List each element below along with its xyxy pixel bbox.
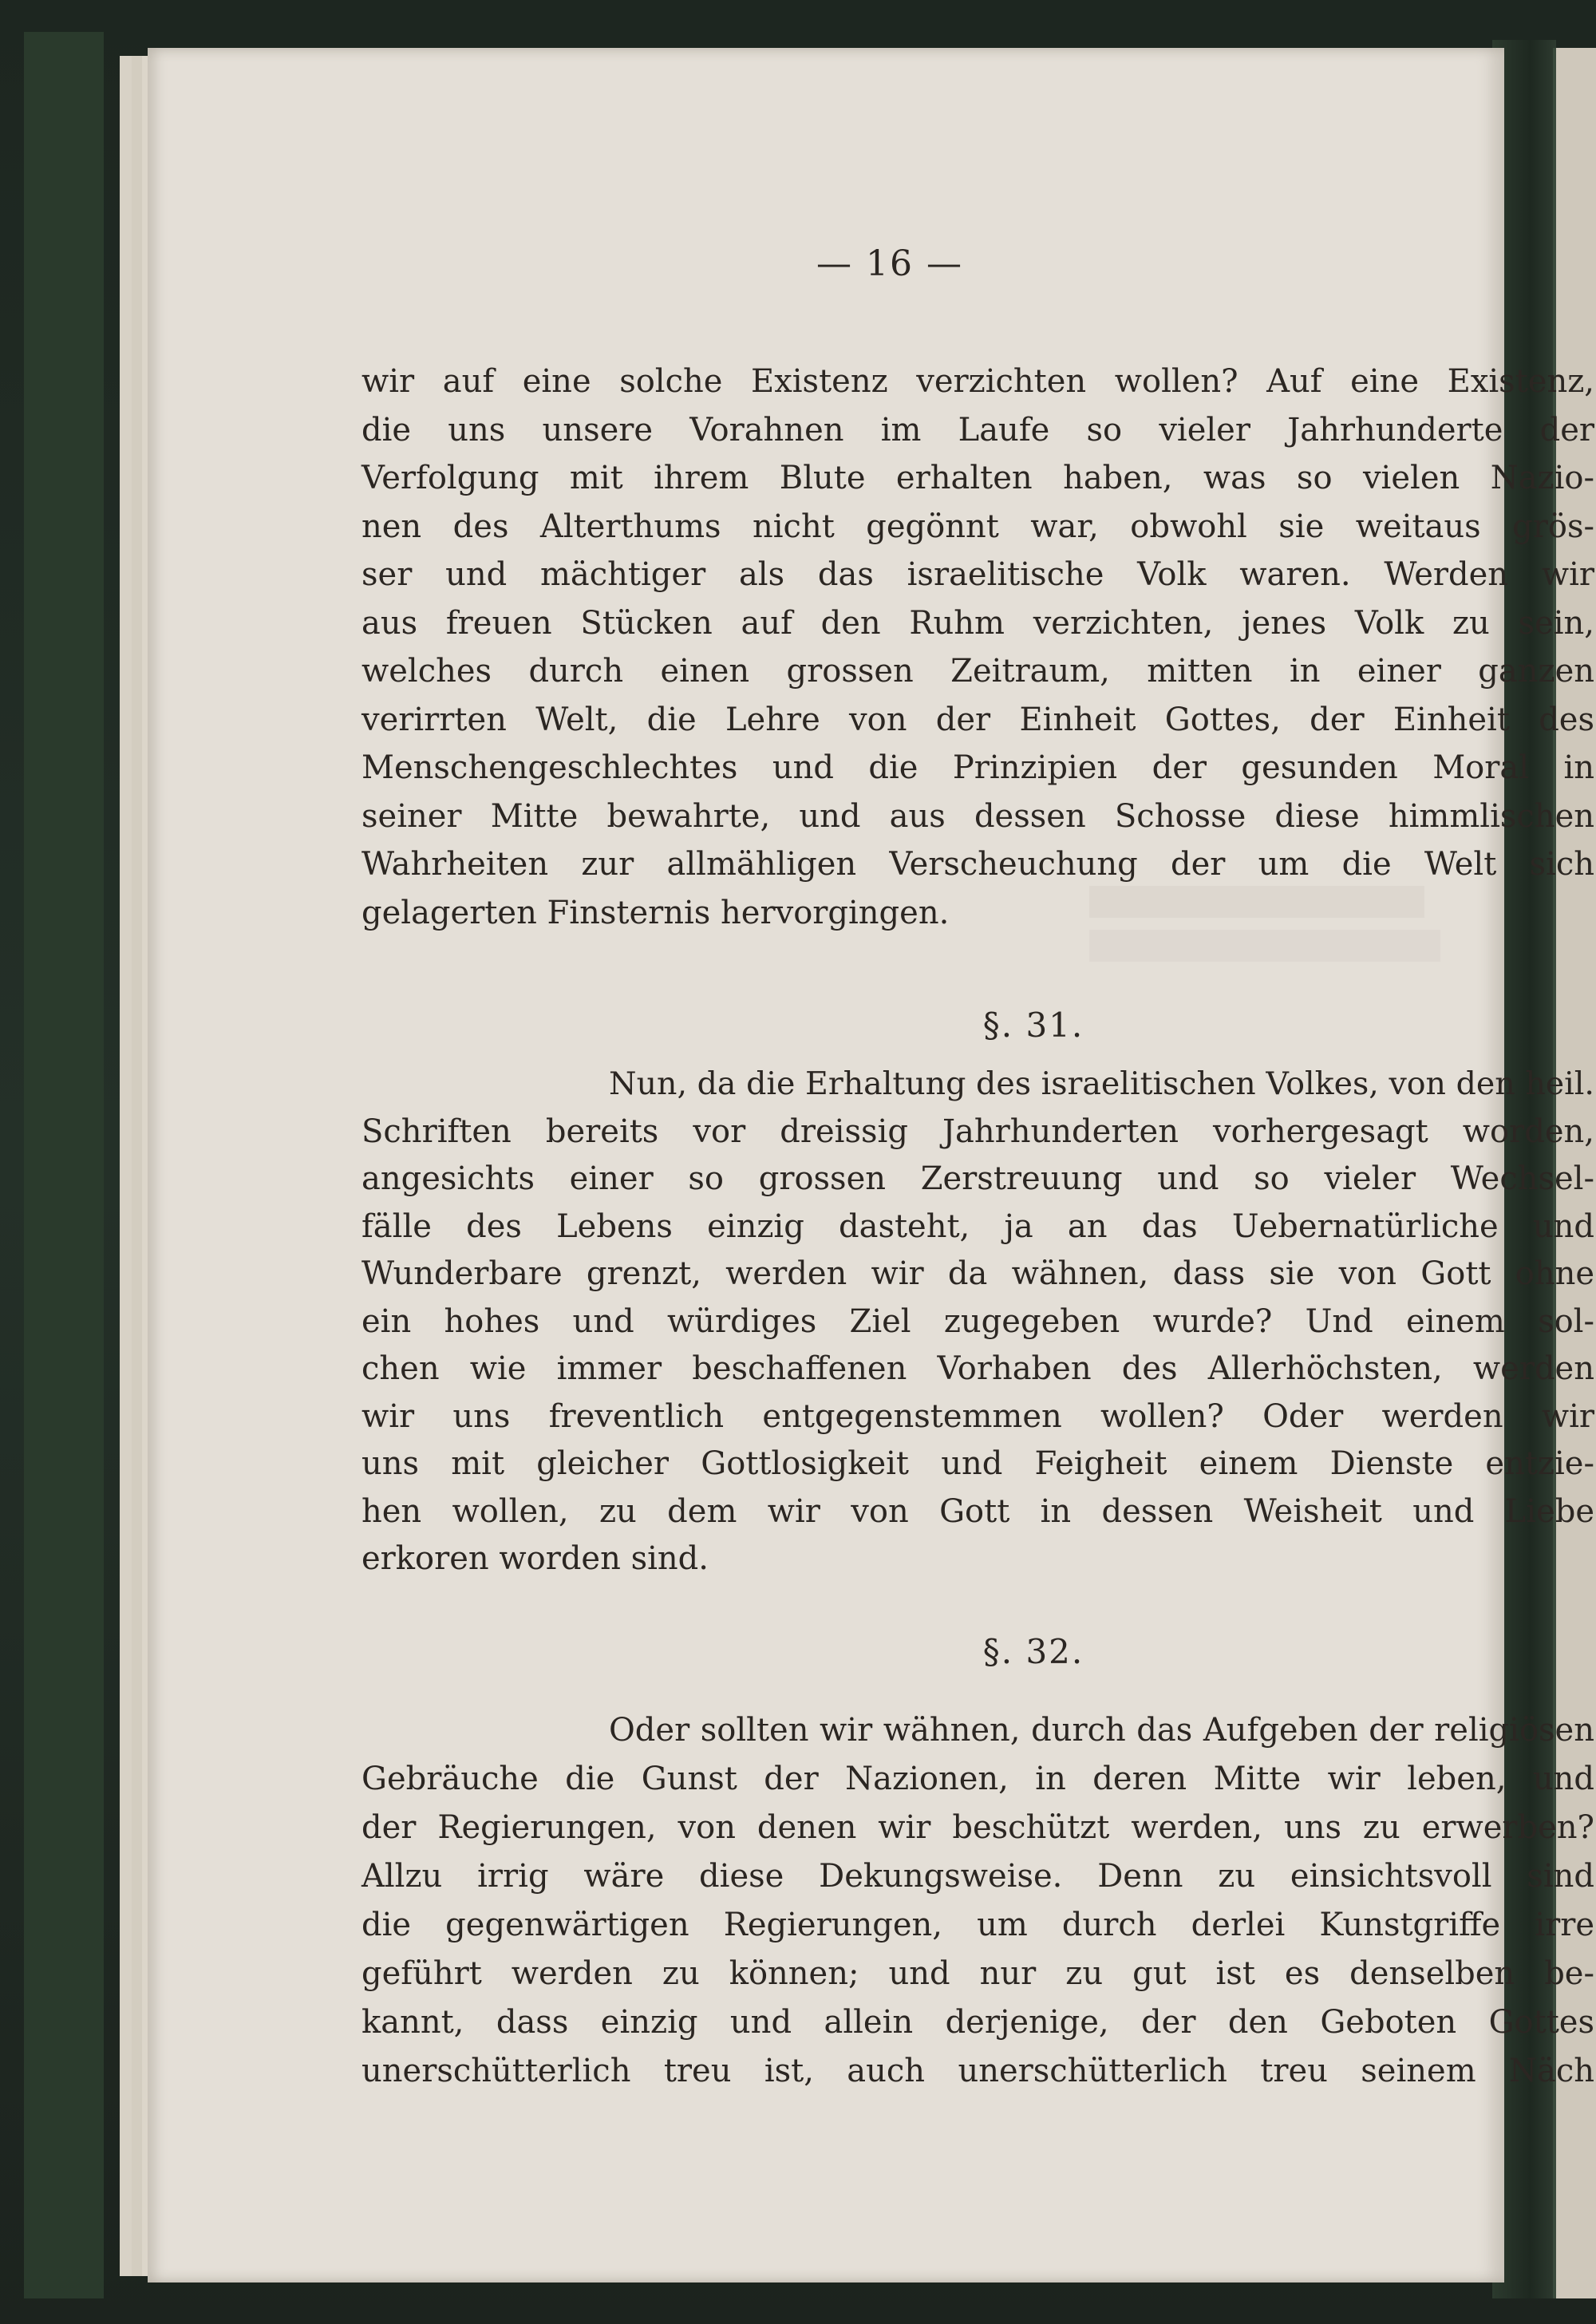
text-line: aus freuen Stücken auf den Ruhm verzichten, jenes Volk zu sein, [361, 604, 1594, 642]
book-cover-edge [24, 32, 104, 2298]
text-line: verirrten Welt, die Lehre von der Einheit Gottes, der Einheit des [361, 701, 1594, 738]
text-line: chen wie immer beschaffenen Vorhaben des Allerhöchsten, werden [361, 1350, 1594, 1387]
section-heading-32: §. 32. [982, 1632, 1084, 1671]
text-line: Gebräuche die Gunst der Nazionen, in deren Mitte wir leben, und [361, 1761, 1594, 1797]
text-line: kannt, dass einzig und allein derjenige, der den Geboten Gottes [361, 2004, 1594, 2041]
text-line: hen wollen, zu dem wir von Gott in dessen Weisheit und Liebe [361, 1492, 1594, 1530]
text-line: der Regierungen, von denen wir beschützt werden, uns zu erwerben? [361, 1809, 1594, 1846]
text-line: welches durch einen grossen Zeitraum, mitten in einer ganzen [361, 653, 1594, 690]
text-line: wir auf eine solche Existenz verzichten wollen? Auf eine Existenz, [361, 363, 1594, 400]
book-page [148, 48, 1594, 2282]
paragraph-3 [361, 1712, 1594, 2101]
text-line: Allzu irrig wäre diese Dekungsweise. Denn zu einsichtsvoll sind [361, 1858, 1594, 1895]
text-line: Menschengeschlechtes und die Prinzipien der gesunden Moral in [361, 749, 1594, 786]
text-line: fälle des Lebens einzig dasteht, ja an das Uebernatürliche und [361, 1207, 1594, 1245]
text-line: Verfolgung mit ihrem Blute erhalten haben, was so vielen Nazio- [361, 460, 1594, 496]
text-line: Schriften bereits vor dreissig Jahrhunderten vorhergesagt worden, [361, 1113, 1594, 1150]
text-line: Wahrheiten zur allmähligen Verscheuchung der um die Welt sich [361, 846, 1594, 883]
text-line: nen des Alterthums nicht gegönnt war, obwohl sie weitaus grös- [361, 508, 1594, 545]
text-line: angesichts einer so grossen Zerstreuung und so vieler Wechsel- [361, 1160, 1594, 1197]
page-number: — 16 — [816, 243, 963, 284]
text-line: erkoren worden sind. [361, 1540, 709, 1577]
text-line: Nun, da die Erhaltung des israelitischen Volkes, von den heil. [609, 1065, 1594, 1102]
text-line: wir uns freventlich entgegenstemmen wollen? Oder werden wir [361, 1397, 1594, 1435]
text-line: ser und mächtiger als das israelitische Volk waren. Werden wir [361, 556, 1594, 593]
text-line: uns mit gleicher Gottlosigkeit und Feigheit einem Dienste entzie- [361, 1445, 1594, 1482]
paragraph-2 [361, 1065, 1594, 1588]
text-line: unerschütterlich treu ist, auch unerschütterlich treu seinem Näch [361, 2053, 1594, 2089]
text-line: Wunderbare grenzt, werden wir da wähnen, dass sie von Gott ohne [361, 1255, 1594, 1292]
text-line: die gegenwärtigen Regierungen, um durch derlei Kunstgriffe irre [361, 1907, 1594, 1943]
text-line: Oder sollten wir wähnen, durch das Aufgeben der religiösen [609, 1712, 1594, 1749]
text-line: geführt werden zu können; und nur zu gut ist es denselben be- [361, 1955, 1594, 1992]
text-line: gelagerten Finsternis hervorgingen. [361, 894, 950, 931]
paragraph-1 [361, 363, 1594, 943]
section-heading-31: §. 31. [982, 1006, 1084, 1045]
text-line: die uns unsere Vorahnen im Laufe so vieler Jahrhunderte der [361, 411, 1594, 449]
text-line: ein hohes und würdiges Ziel zugegeben wurde? Und einem sol- [361, 1302, 1594, 1340]
text-line: seiner Mitte bewahrte, und aus dessen Schosse diese himmlischen [361, 797, 1594, 835]
